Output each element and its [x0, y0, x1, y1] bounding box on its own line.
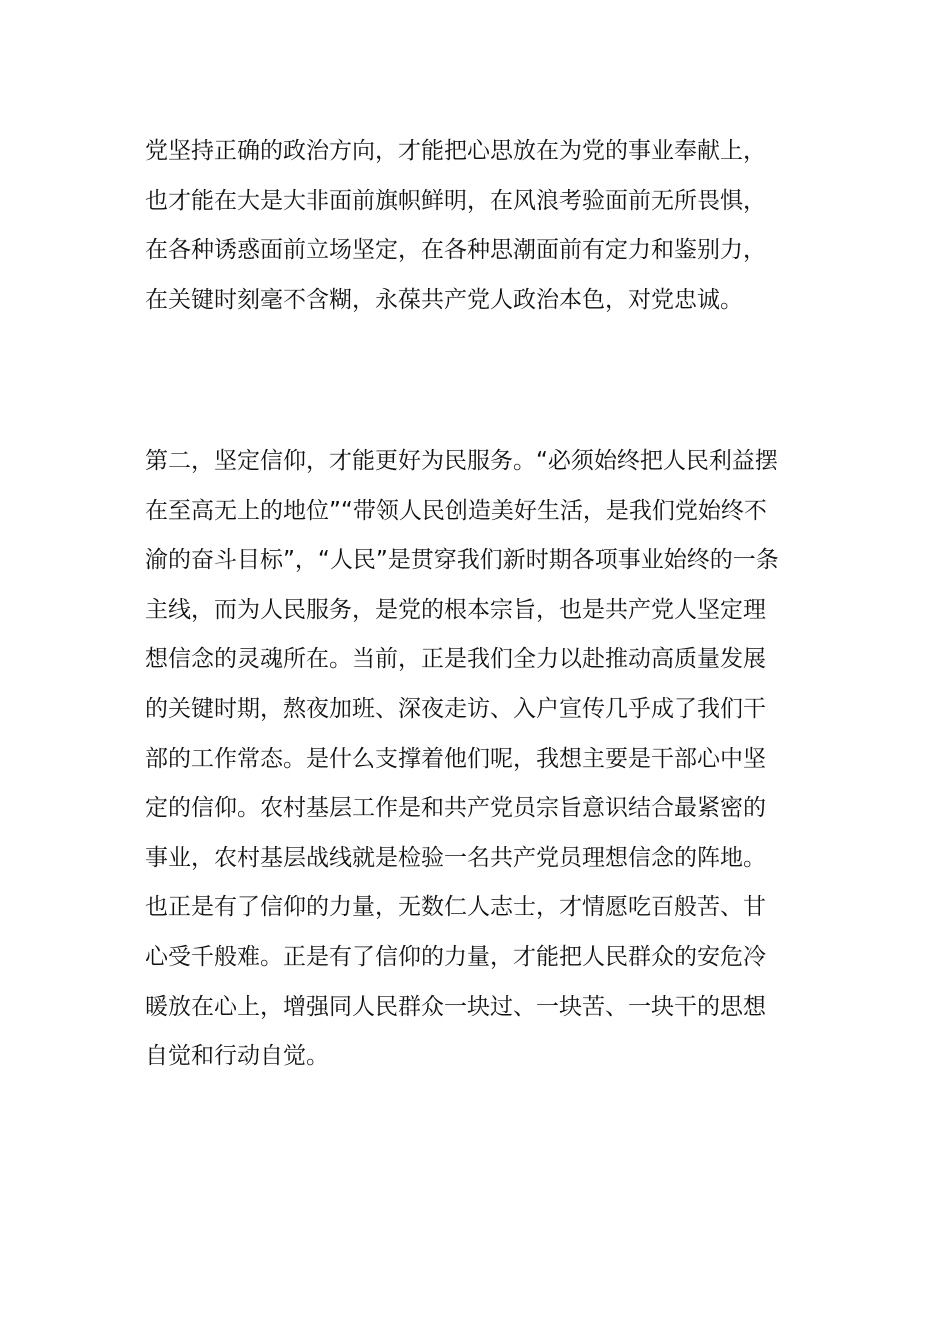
text-line: 想信念的灵魂所在。当前，正是我们全力以赴推动高质量发展	[145, 646, 766, 673]
paragraph-party-loyalty	[145, 127, 815, 325]
text-line: 也才能在大是大非面前旗帜鲜明，在风浪考验面前无所畏惧，	[145, 187, 766, 214]
text-line: 渝的奋斗目标”，“人民”是贯穿我们新时期各项事业始终的一条	[145, 547, 779, 574]
text-line: 主线，而为人民服务，是党的根本宗旨，也是共产党人坚定理	[145, 596, 766, 623]
text-line: 暖放在心上，增强同人民群众一块过、一块苦、一块干的思想	[145, 993, 766, 1020]
text-line: 事业，农村基层战线就是检验一名共产党员理想信念的阵地。	[145, 844, 766, 871]
text-line: 党坚持正确的政治方向，才能把心思放在为党的事业奉献上，	[145, 138, 766, 164]
paragraph-second-faith	[145, 437, 815, 1082]
text-line: 也正是有了信仰的力量，无数仁人志士，才情愿吃百般苦、甘	[145, 894, 766, 921]
text-line: 在关键时刻毫不含糊，永葆共产党人政治本色，对党忠诚。	[145, 286, 743, 313]
text-line: 在至高无上的地位”“带领人民创造美好生活，是我们党始终不	[145, 497, 767, 524]
text-line: 在各种诱惑面前立场坚定，在各种思潮面前有定力和鉴别力，	[145, 237, 766, 264]
text-line: 部的工作常态。是什么支撑着他们呢，我想主要是干部心中坚	[145, 745, 766, 772]
text-line: 定的信仰。农村基层工作是和共产党员宗旨意识结合最紧密的	[145, 795, 766, 822]
text-line: 自觉和行动自觉。	[145, 1043, 329, 1070]
text-line: 心受千般难。正是有了信仰的力量，才能把人民群众的安危冷	[145, 943, 766, 970]
text-line: 第二，坚定信仰，才能更好为民服务。“必须始终把人民利益摆	[145, 448, 778, 474]
text-line: 的关键时期，熬夜加班、深夜走访、入户宣传几乎成了我们干	[145, 695, 766, 722]
